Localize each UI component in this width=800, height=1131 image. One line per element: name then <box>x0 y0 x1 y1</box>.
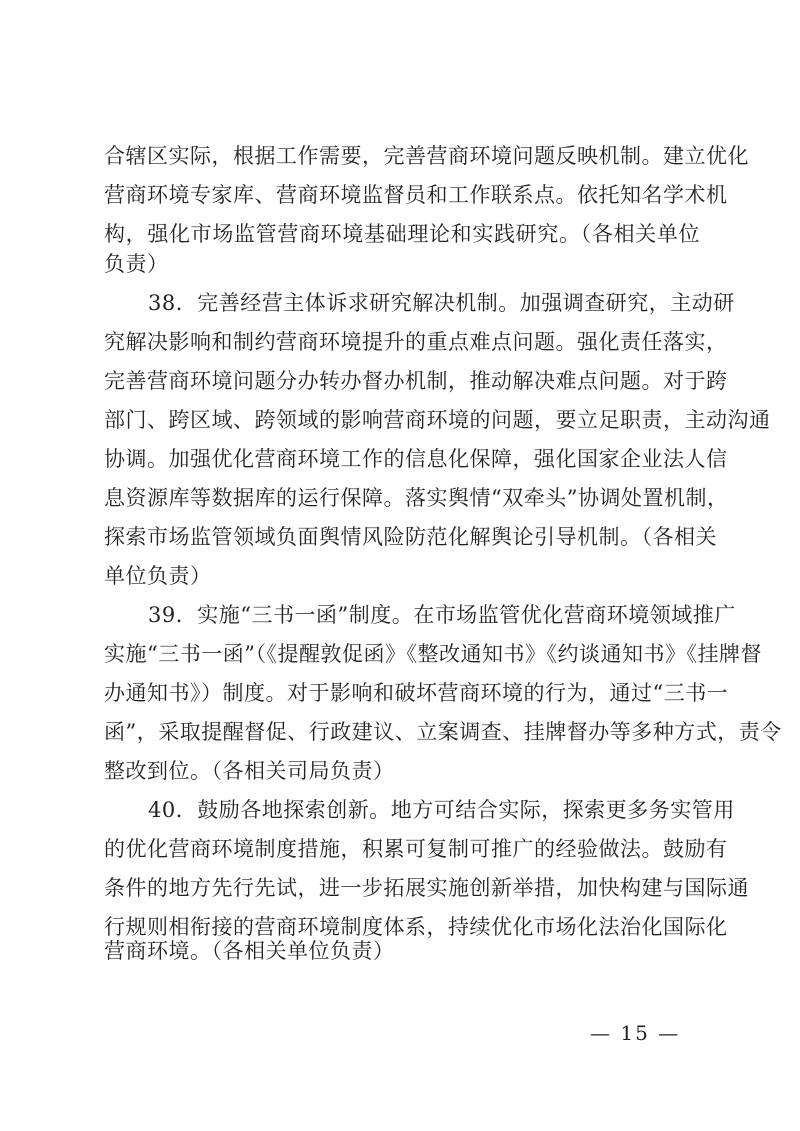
text-line: 合辖区实际，根据工作需要，完善营商环境问题反映机制。建立优化 <box>104 144 749 168</box>
text-line: 行规则相衔接的营商环境制度体系，持续优化市场化法治化国际化 <box>104 915 728 939</box>
text-line: 40．鼓励各地探索创新。地方可结合实际，探索更多务实管用 <box>148 798 735 822</box>
text-line: 营商环境。（各相关单位负责） <box>104 939 395 963</box>
text-line: 实施“三书一函”（《提醒敦促函》《整改通知书》《约谈通知书》《挂牌督 <box>104 642 762 666</box>
text-line: 单位负责） <box>104 564 212 588</box>
text-line: 完善营商环境问题分办转办督办机制，推动解决难点问题。对于跨 <box>104 369 728 393</box>
text-line: 探索市场监管领域负面舆情风险防范化解舆论引导机制。（各相关 <box>104 525 717 549</box>
text-line: 构，强化市场监管营商环境基础理论和实践研究。（各相关单位 <box>104 222 700 246</box>
text-line: 的优化营商环境制度措施，积累可复制可推广的经验做法。鼓励有 <box>104 837 728 861</box>
text-line: 办通知书》）制度。对于影响和破坏营商环境的行为，通过“三书一 <box>104 681 729 705</box>
text-line: 营商环境专家库、营商环境监督员和工作联系点。依托知名学术机 <box>104 183 728 207</box>
text-line: 38．完善经营主体诉求研究解决机制。加强调查研究，主动研 <box>148 291 735 315</box>
text-line: 究解决影响和制约营商环境提升的重点难点问题。强化责任落实， <box>104 330 728 354</box>
text-line: 条件的地方先行先试，进一步拓展实施创新举措，加快构建与国际通 <box>104 876 749 900</box>
text-line: 息资源库等数据库的运行保障。落实舆情“双牵头”协调处置机制， <box>104 486 729 510</box>
page-number: — 15 — <box>590 1021 681 1045</box>
text-line: 整改到位。（各相关司局负责） <box>104 759 395 783</box>
text-line: 部门、跨区域、跨领域的影响营商环境的问题，要立足职责，主动沟通 <box>104 408 771 432</box>
text-line: 39．实施“三书一函”制度。在市场监管优化营商环境领域推广 <box>148 603 736 627</box>
text-line: 协调。加强优化营商环境工作的信息化保障，强化国家企业法人信 <box>104 447 728 471</box>
text-line: 负责） <box>104 252 169 276</box>
text-line: 函”，采取提醒督促、行政建议、立案调查、挂牌督办等多种方式，责令 <box>104 720 782 744</box>
